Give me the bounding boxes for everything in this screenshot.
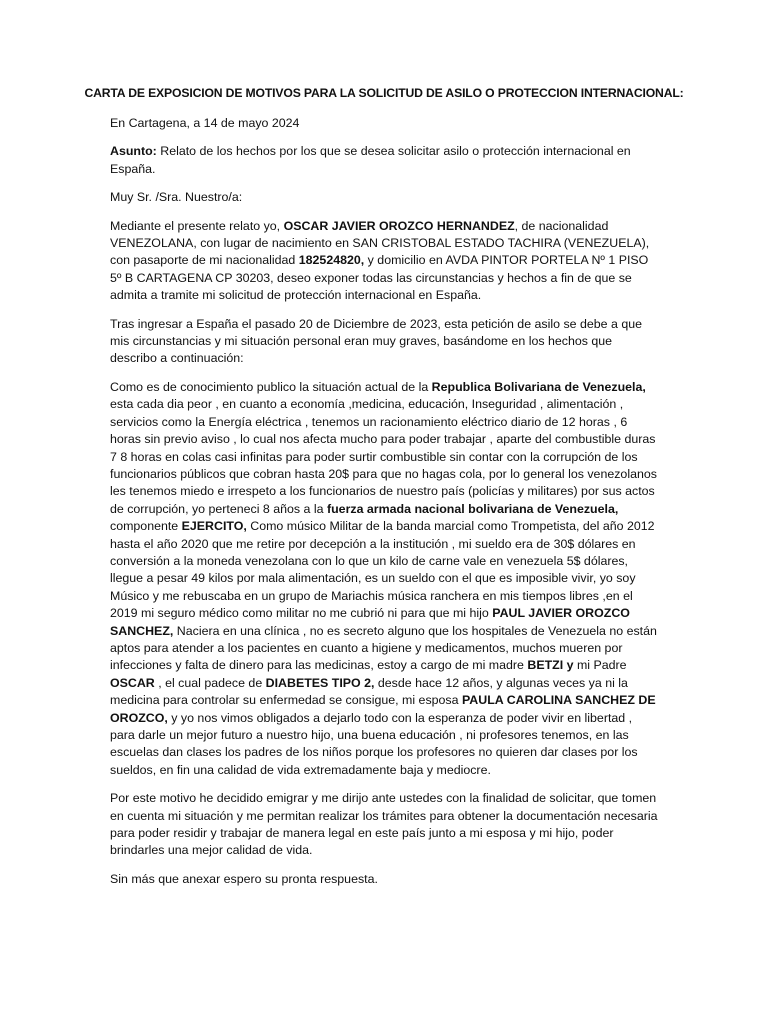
- p3-text-2: esta cada dia peor , en cuanto a economía ,medicina, educación, Inseguridad , alimentación , servicios como la Energía eléctrica , tenemos un racionamiento eléctrico diario de 12 horas , 6 horas sin previo aviso , lo cual nos afecta mucho para poder trabajar , aparte del combustible duras 7 8 horas en colas casi infinitas para poder surtir combustible sin contar con la corrupción de los funcionarios públicos que cobran hasta 20$ para que no hagas cola, por lo general los venezolanos les tenemos miedo e irrespeto a los funcionarios de nuestro país (policías y militares) por sus actos de corrupción, yo perteneci 8 años a la: [110, 397, 657, 516]
- paragraph-circumstances: [110, 379, 658, 779]
- p3-bold-armed-forces: fuerza armada nacional bolivariana de Venezuela,: [326, 501, 619, 516]
- letter-title: CARTA DE EXPOSICION DE MOTIVOS PARA LA SOLICITUD DE ASILO O PROTECCION INTERNACIONAL:: [84, 86, 684, 100]
- p3-text-8: desde hace 12 años, y algunas veces ya ni la medicina para controlar su enfermedad se consigue, mi esposa: [110, 675, 628, 708]
- subject-line: [110, 143, 658, 178]
- p3-bold-mother-name: BETZI y: [527, 658, 574, 673]
- p3-text-4: Como músico Militar de la banda marcial como Trompetista, del año 2012 hasta el año 2020 que me retire por decepción a la institución , mi sueldo era de 30$ dólares en conversión a la moneda venezolana con lo que un kilo de carne vale en venezuela 5$ dólares, llegue a pesar 49 kilos por mala alimentación, es un sueldo con el que es imposible vivir, yo soy Músico y me rebuscaba en un grupo de Mariachis música ranchera en mis tiempos libres ,en el 2019 mi seguro médico como militar no me cubrió ni para que mi hijo: [110, 519, 655, 621]
- subject-label: Asunto:: [110, 144, 157, 159]
- p1-text-2: , de nacionalidad VENEZOLANA, con lugar de nacimiento en SAN CRISTOBAL ESTADO TACHIRA (VENEZUELA), con pasaporte de mi nacionalidad: [110, 218, 650, 268]
- p3-bold-wife-name: PAULA CAROLINA SANCHEZ DE OROZCO,: [110, 693, 656, 725]
- closing-line: Sin más que anexar espero su pronta respuesta.: [110, 871, 378, 886]
- paragraph-request: Por este motivo he decidido emigrar y me dirijo ante ustedes con la finalidad de solicitar, que tomen en cuenta mi situación y me permitan realizar los trámites para obtener la documentación necesaria para poder residir y trabajar de manera legal en este país junto a mi esposa y mi hijo, poder brindarles una mejor calidad de vida.: [110, 791, 658, 858]
- paragraph-identity: [110, 218, 658, 305]
- p3-text-7: , el cual padece de: [154, 675, 266, 690]
- p3-bold-son-name: PAUL JAVIER OROZCO SANCHEZ,: [110, 606, 630, 638]
- letter-body: [110, 115, 658, 899]
- date-line: En Cartagena, a 14 de mayo 2024: [110, 116, 300, 130]
- p3-bold-country: Republica Bolivariana de Venezuela,: [431, 379, 646, 394]
- paragraph-arrival: Tras ingresar a España el pasado 20 de Diciembre de 2023, esta petición de asilo se debe a que mis circunstancias y mi situación personal eran muy graves, basándome en los hechos que describo a continuación:: [110, 316, 642, 366]
- applicant-name: OSCAR JAVIER OROZCO HERNANDEZ: [283, 218, 515, 233]
- p3-bold-army: EJERCITO,: [181, 519, 247, 534]
- subject-text: Relato de los hechos por los que se desea solicitar asilo o protección internacional en España.: [110, 144, 631, 176]
- p3-text-1: Como es de conocimiento publico la situación actual de la: [110, 379, 432, 394]
- p3-text-5: Naciera en una clínica , no es secreto alguno que los hospitales de Venezuela no están aptos para atender a los pacientes en cuanto a higiene y medicamentos, muchos mueren por infecciones y falta de dinero para las medicinas, estoy a cargo de mi madre: [110, 623, 657, 673]
- passport-number: 182524820,: [298, 253, 365, 268]
- p3-bold-diagnosis: DIABETES TIPO 2,: [265, 675, 375, 690]
- p3-text-3: componente: [110, 519, 182, 534]
- p3-bold-father-name: OSCAR: [110, 675, 155, 690]
- p1-text-3: y domicilio en AVDA PINTOR PORTELA Nº 1 PISO 5º B CARTAGENA CP 30203, deseo exponer todas las circunstancias y hechos a fin de que se admita a tramite mi solicitud de protección internacional en España.: [110, 253, 649, 303]
- p3-text-6: mi Padre: [573, 658, 627, 673]
- p1-text-1: Mediante el presente relato yo,: [110, 218, 284, 233]
- salutation: Muy Sr. /Sra. Nuestro/a:: [110, 190, 243, 205]
- p3-text-9: y yo nos vimos obligados a dejarlo todo con la esperanza de poder vivir en libertad , para darle un mejor futuro a nuestro hijo, una buena educación , ni profesores tenemos, en las escuelas dan clases los padres de los niños porque los profesores no quieren dar clases por los sueldos, en fin una calidad de vida extremadamente baja y mediocre.: [110, 710, 638, 777]
